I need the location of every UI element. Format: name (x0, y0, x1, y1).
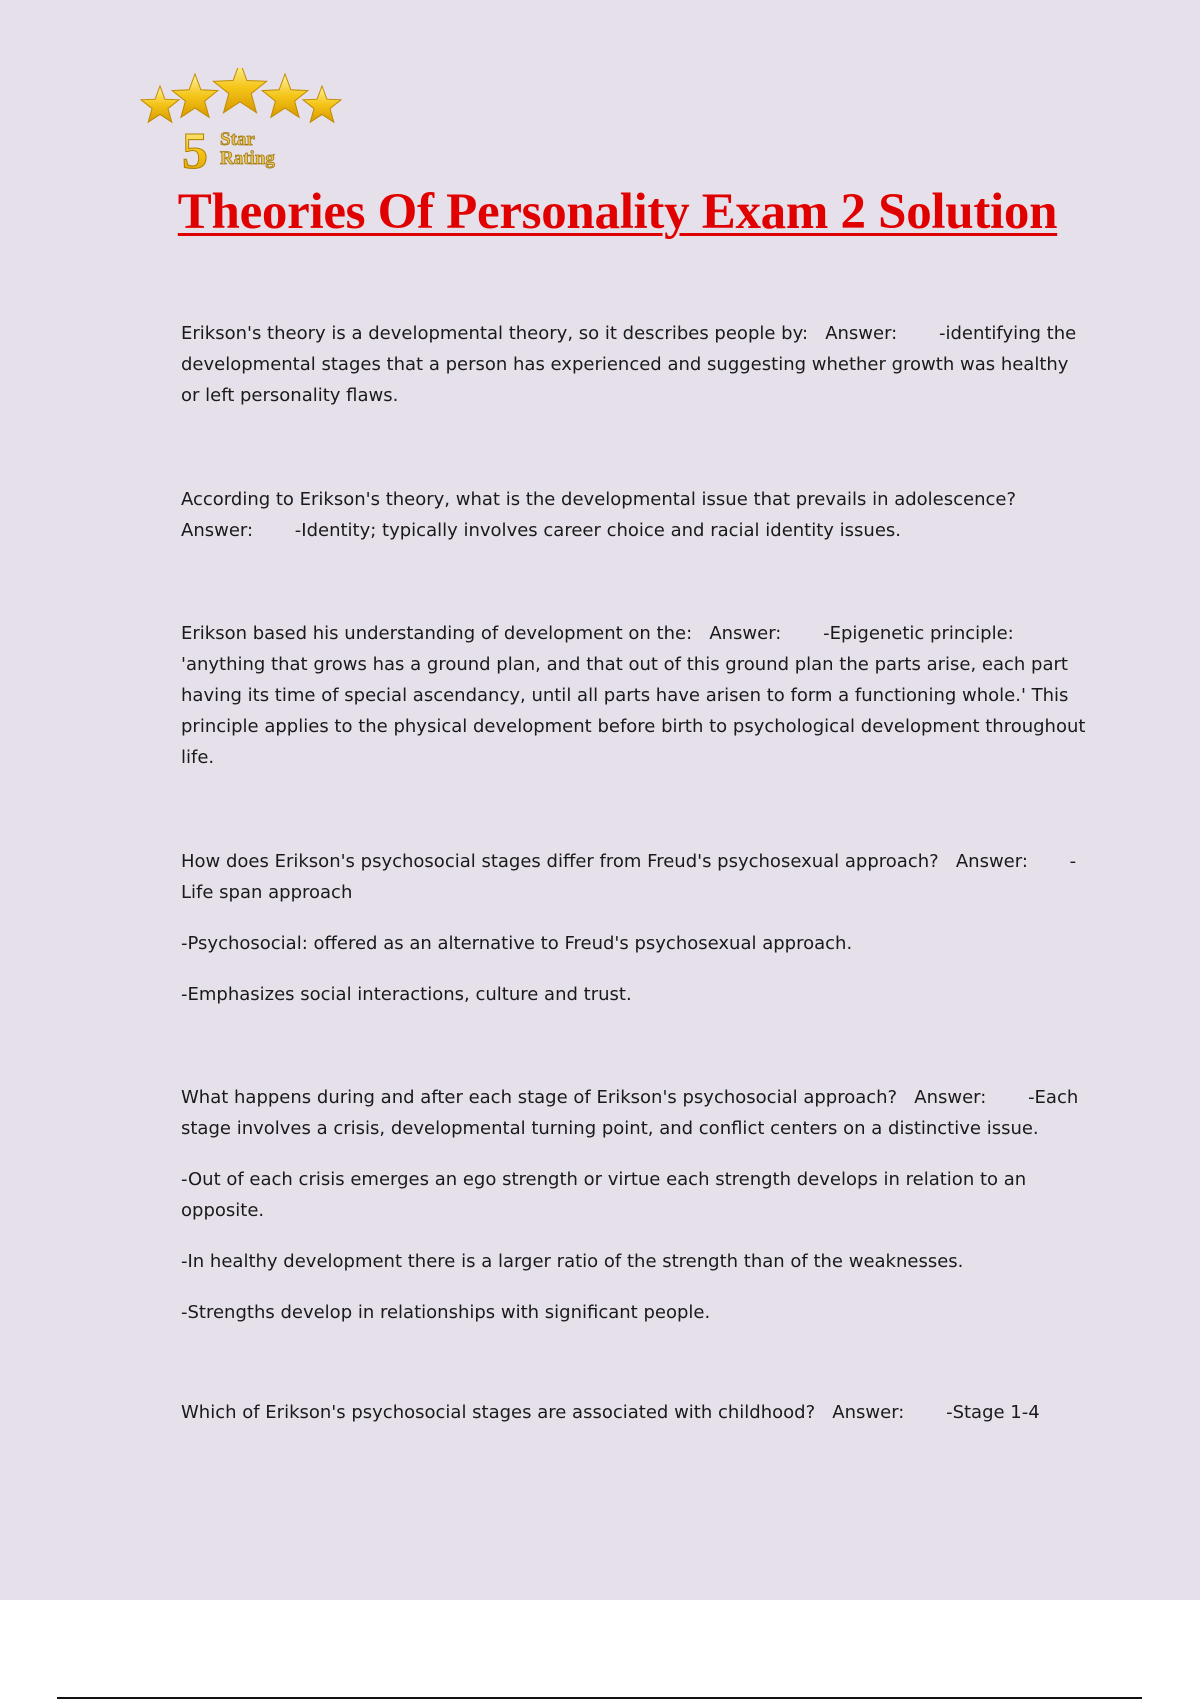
question-text: How does Erikson's psychosocial stages differ from Freud's psychosexual approach? (181, 851, 939, 872)
qa-paragraph (181, 484, 1086, 546)
qa-item-1 (181, 318, 1086, 431)
question-text: Erikson's theory is a developmental theory, so it describes people by: (181, 323, 809, 344)
question-text: Erikson based his understanding of development on the: (181, 623, 693, 644)
star-rating-icon (140, 68, 360, 178)
answer-text: -identifying the developmental stages that a person has experienced and suggesting whether growth was healthy or left personality flaws. (181, 323, 1077, 406)
answer-label: Answer: (709, 623, 782, 644)
answer-label: Answer: (914, 1087, 987, 1108)
logo-star-word: Star (220, 129, 255, 150)
star-icon (303, 86, 341, 122)
qa-paragraph (181, 1397, 1086, 1428)
qa-item-2 (181, 484, 1086, 566)
answer-label: Answer: (955, 851, 1028, 872)
answer-label: Answer: (825, 323, 898, 344)
question-text: Which of Erikson's psychosocial stages are associated with childhood? (181, 1402, 816, 1423)
answer-text: -Epigenetic principle: 'anything that grows has a ground plan, and that out of this ground plan the parts arise, each part having its time of special ascendancy, until all parts have arisen to form a functioning whole.' This principle applies to the physical development before birth to psychological development throughout life. (181, 623, 1086, 768)
qa-paragraph (181, 846, 1086, 908)
answer-continuation: -Out of each crisis emerges an ego strength or virtue each strength develops in relation to an opposite. (181, 1169, 1027, 1221)
answer-continuation: -Emphasizes social interactions, culture and trust. (181, 984, 632, 1005)
star-icon (172, 74, 218, 117)
qa-item-6 (181, 1397, 1086, 1448)
qa-item-5 (181, 1082, 1086, 1348)
qa-paragraph (181, 1082, 1086, 1144)
qa-item-3 (181, 618, 1086, 793)
answer-text: -Life span approach (181, 851, 1077, 903)
logo-number: 5 (182, 123, 208, 178)
star-icon (213, 68, 266, 113)
qa-paragraph (181, 618, 1086, 773)
answer-continuation: -Strengths develop in relationships with significant people. (181, 1302, 711, 1323)
answer-text: -Identity; typically involves career choice and racial identity issues. (294, 520, 902, 541)
document-title: Theories Of Personality Exam 2 Solution (177, 184, 1058, 240)
answer-label: Answer: (832, 1402, 905, 1423)
answer-text: -Each stage involves a crisis, developmental turning point, and conflict centers on a distinctive issue. (181, 1087, 1079, 1139)
answer-label: Answer: (181, 520, 254, 541)
answer-continuation: -In healthy development there is a larger ratio of the strength than of the weaknesses. (181, 1251, 964, 1272)
qa-item-4 (181, 846, 1086, 1030)
answer-continuation: -Psychosocial: offered as an alternative to Freud's psychosexual approach. (181, 933, 853, 954)
question-text: What happens during and after each stage of Erikson's psychosocial approach? (181, 1087, 898, 1108)
footer-rule (57, 1697, 1142, 1699)
answer-text: -Stage 1-4 (946, 1402, 1040, 1423)
star-icon (262, 74, 308, 117)
qa-paragraph (181, 318, 1086, 411)
five-star-rating-logo (140, 68, 360, 178)
logo-rating-word: Rating (220, 148, 275, 169)
question-text: According to Erikson's theory, what is the developmental issue that prevails in adolescence? (181, 489, 1017, 510)
